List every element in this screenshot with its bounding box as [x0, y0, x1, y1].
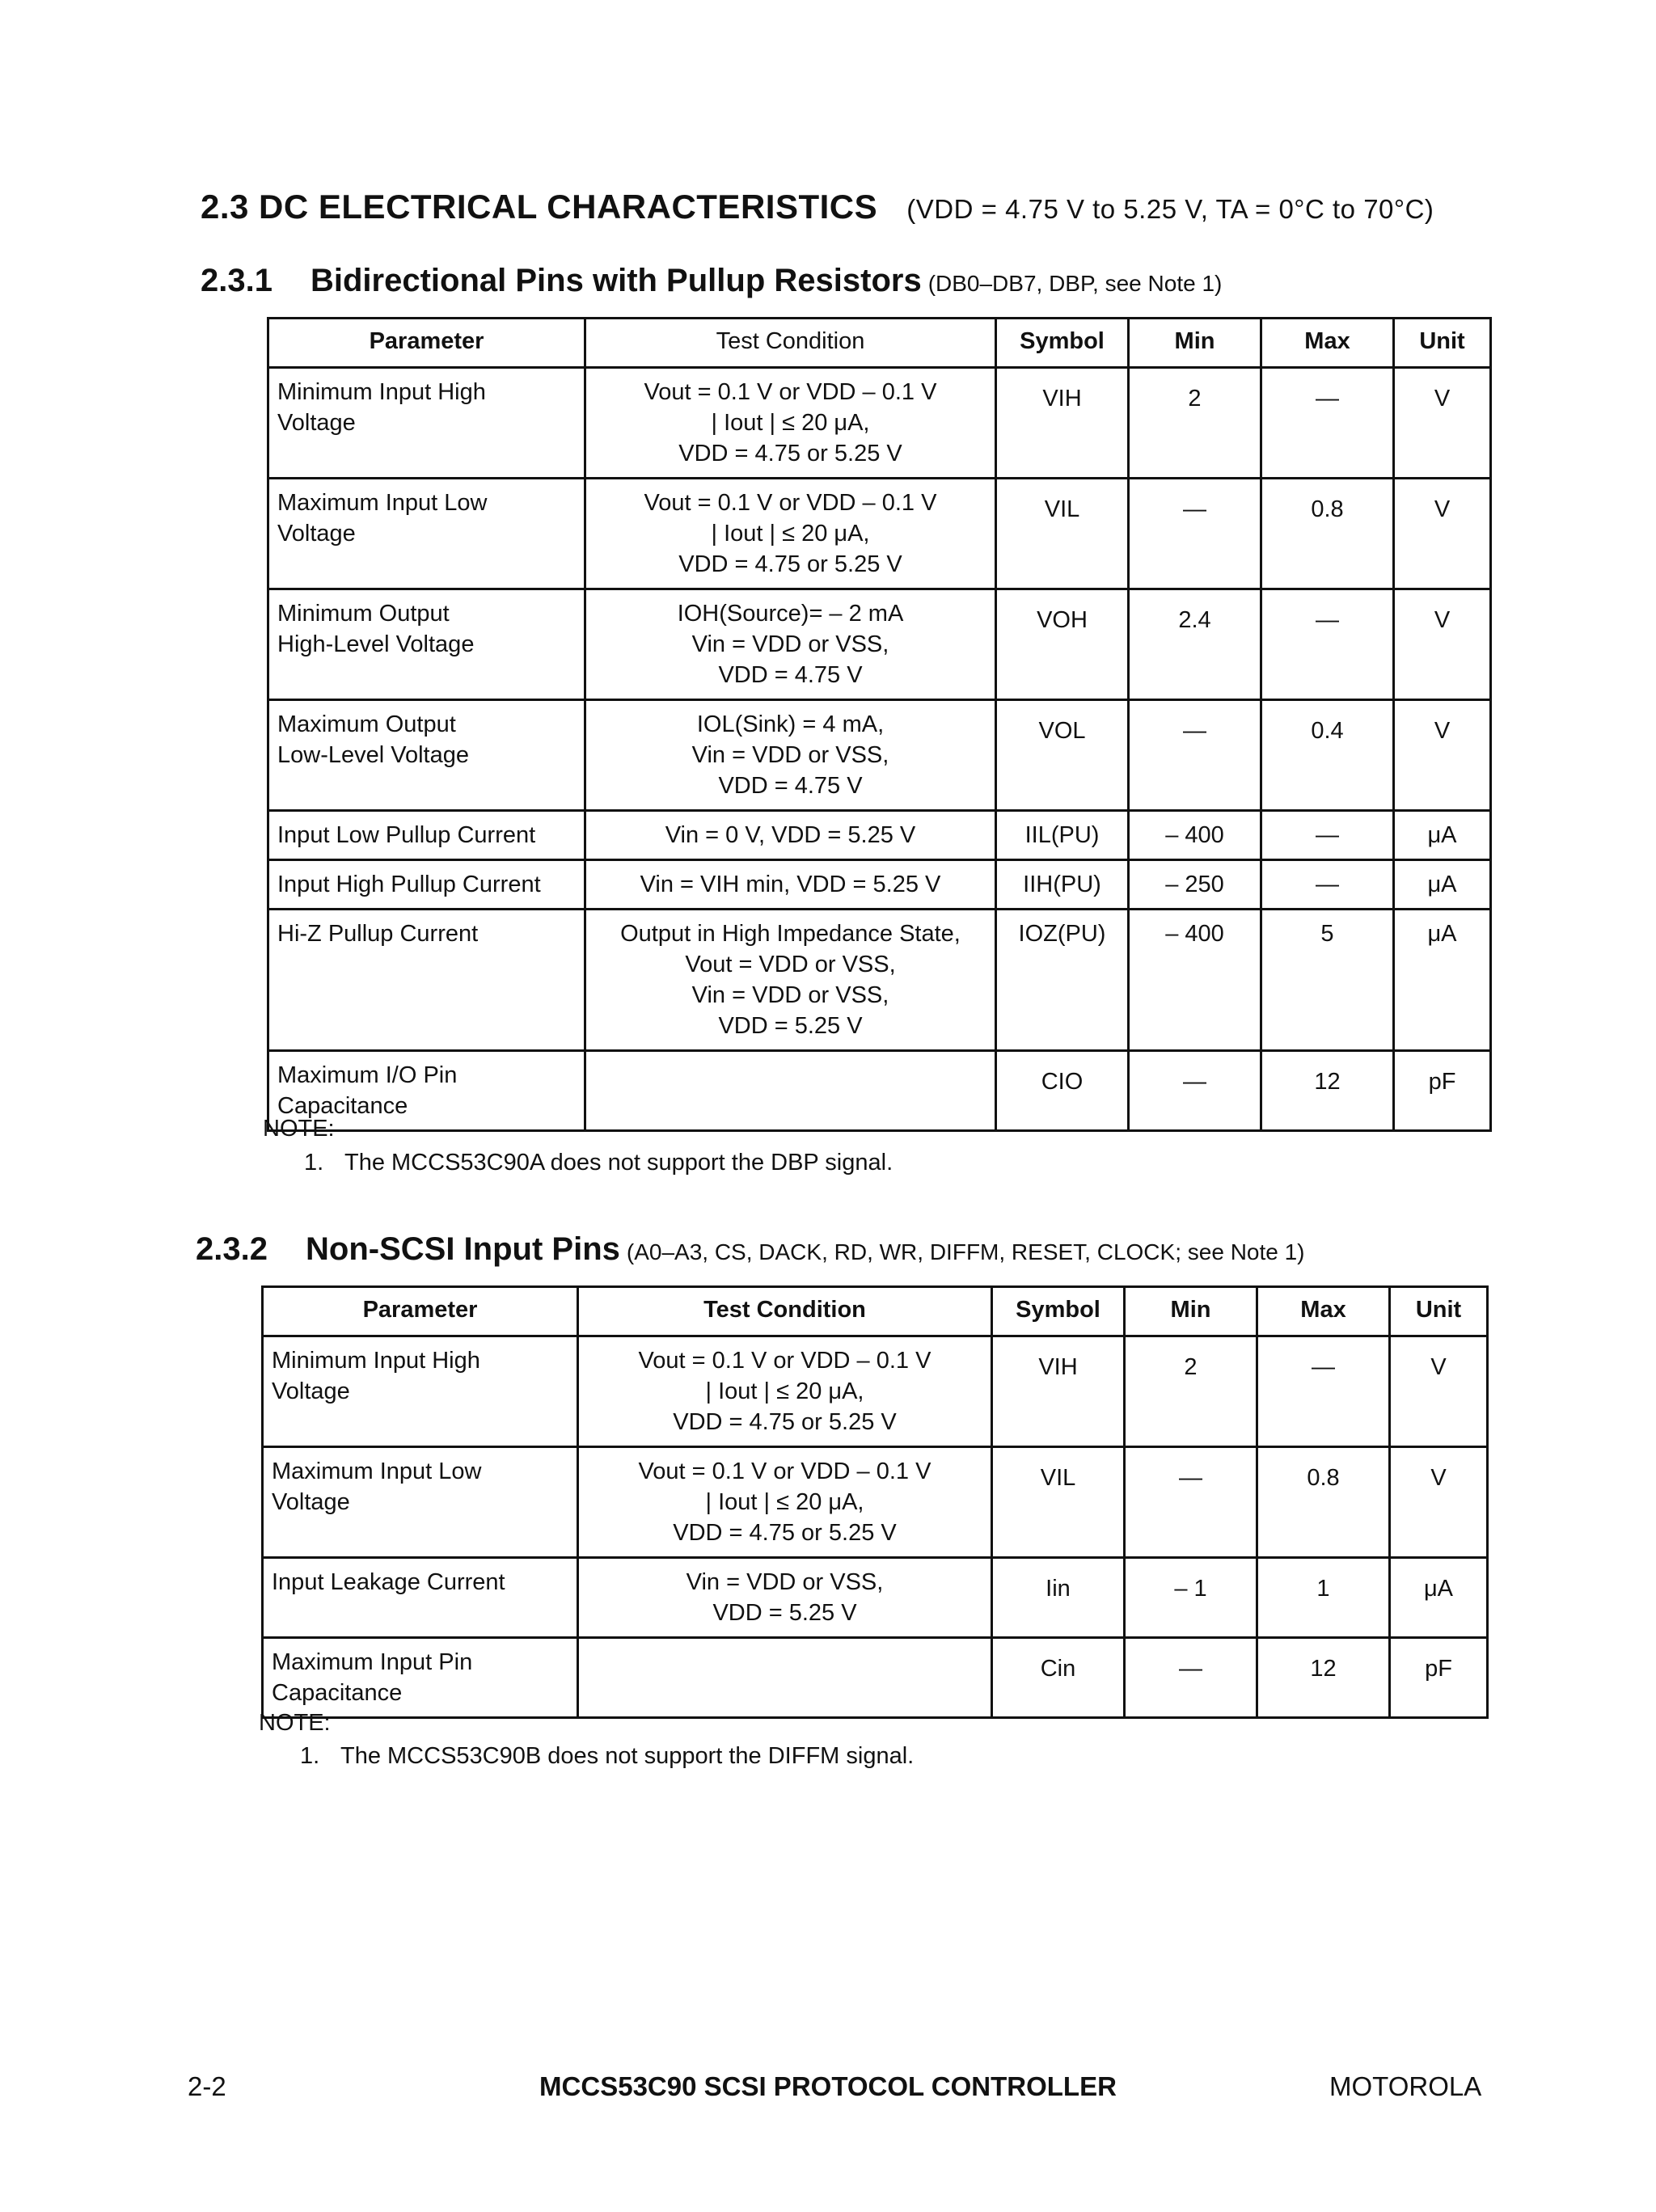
table-row: [268, 1051, 1491, 1131]
cell-parameter: Minimum Input High Voltage: [268, 368, 585, 479]
cell-symbol: VIL: [996, 479, 1129, 589]
cell-min: – 400: [1129, 811, 1261, 860]
header-unit: Unit: [1390, 1287, 1488, 1336]
cell-symbol: IIL(PU): [996, 811, 1129, 860]
subsection-2-heading: [196, 1231, 1305, 1268]
cell-parameter: Maximum Input Low Voltage: [268, 479, 585, 589]
cell-unit: pF: [1390, 1638, 1488, 1718]
cell-unit: pF: [1394, 1051, 1491, 1131]
cell-test-condition: [585, 1051, 996, 1131]
subsection-1-heading: [201, 263, 1222, 299]
cell-test-condition: Vin = VDD or VSS, VDD = 5.25 V: [578, 1558, 992, 1638]
cell-unit: μA: [1390, 1558, 1488, 1638]
cell-max: 5: [1261, 910, 1394, 1051]
cell-parameter: Maximum I/O Pin Capacitance: [268, 1051, 585, 1131]
cell-symbol: VOH: [996, 589, 1129, 700]
cell-parameter: Hi-Z Pullup Current: [268, 910, 585, 1051]
table-row: [263, 1638, 1488, 1718]
note-2-item: [300, 1743, 914, 1770]
footer-brand: MOTOROLA: [1329, 2071, 1482, 2101]
cell-unit: μA: [1394, 910, 1491, 1051]
table-row: [263, 1447, 1488, 1558]
cell-max: 12: [1257, 1638, 1390, 1718]
subsection-2-aside: (A0–A3, CS, DACK, RD, WR, DIFFM, RESET, CLOCK; see Note 1): [626, 1239, 1305, 1264]
cell-max: 12: [1261, 1051, 1394, 1131]
cell-symbol: IOZ(PU): [996, 910, 1129, 1051]
cell-test-condition: Vout = 0.1 V or VDD – 0.1 V | Iout | ≤ 20 μA, VDD = 4.75 or 5.25 V: [578, 1336, 992, 1447]
note-1-text: The MCCS53C90A does not support the DBP signal.: [344, 1150, 893, 1176]
table-row: [268, 368, 1491, 479]
header-parameter: Parameter: [263, 1287, 578, 1336]
header-min: Min: [1125, 1287, 1257, 1336]
cell-max: —: [1261, 811, 1394, 860]
table-row: [268, 479, 1491, 589]
cell-max: 0.4: [1261, 700, 1394, 811]
bidirectional-pins-table: [267, 317, 1492, 1132]
cell-parameter: Maximum Output Low-Level Voltage: [268, 700, 585, 811]
cell-unit: V: [1390, 1336, 1488, 1447]
header-unit: Unit: [1394, 319, 1491, 368]
cell-parameter: Minimum Input High Voltage: [263, 1336, 578, 1447]
cell-max: —: [1261, 860, 1394, 910]
header-test-condition: Test Condition: [585, 319, 996, 368]
cell-max: —: [1257, 1336, 1390, 1447]
cell-parameter: Input Low Pullup Current: [268, 811, 585, 860]
header-test-condition: Test Condition: [578, 1287, 992, 1336]
note-1-label: NOTE:: [263, 1116, 335, 1142]
note-2-text: The MCCS53C90B does not support the DIFFM signal.: [340, 1743, 915, 1769]
cell-unit: V: [1394, 700, 1491, 811]
cell-min: 2: [1125, 1336, 1257, 1447]
cell-test-condition: Output in High Impedance State, Vout = VDD or VSS, Vin = VDD or VSS, VDD = 5.25 V: [585, 910, 996, 1051]
cell-unit: V: [1394, 479, 1491, 589]
cell-symbol: VIH: [992, 1336, 1125, 1447]
footer-title: MCCS53C90 SCSI PROTOCOL CONTROLLER: [539, 2071, 1117, 2101]
note-1-item: [304, 1150, 893, 1176]
subsection-1-aside: (DB0–DB7, DBP, see Note 1): [927, 271, 1223, 296]
cell-test-condition: Vin = VIH min, VDD = 5.25 V: [585, 860, 996, 910]
cell-symbol: CIO: [996, 1051, 1129, 1131]
cell-min: – 400: [1129, 910, 1261, 1051]
cell-unit: μA: [1394, 860, 1491, 910]
cell-min: —: [1129, 479, 1261, 589]
cell-parameter: Input Leakage Current: [263, 1558, 578, 1638]
cell-symbol: VIL: [992, 1447, 1125, 1558]
table-row: [268, 860, 1491, 910]
cell-min: —: [1129, 1051, 1261, 1131]
subsection-1-title: Bidirectional Pins with Pullup Resistors: [310, 263, 922, 298]
header-max: Max: [1257, 1287, 1390, 1336]
cell-min: – 1: [1125, 1558, 1257, 1638]
subsection-1-number: 2.3.1: [201, 263, 272, 298]
cell-symbol: VIH: [996, 368, 1129, 479]
cell-test-condition: IOH(Source)= – 2 mA Vin = VDD or VSS, VDD = 4.75 V: [585, 589, 996, 700]
header-symbol: Symbol: [992, 1287, 1125, 1336]
table-row: [268, 589, 1491, 700]
note-2-number: 1.: [300, 1743, 320, 1769]
header-symbol: Symbol: [996, 319, 1129, 368]
cell-min: 2: [1129, 368, 1261, 479]
table-row: [268, 700, 1491, 811]
table-row: [268, 811, 1491, 860]
cell-unit: μA: [1394, 811, 1491, 860]
cell-parameter: Minimum Output High-Level Voltage: [268, 589, 585, 700]
cell-symbol: VOL: [996, 700, 1129, 811]
cell-test-condition: Vout = 0.1 V or VDD – 0.1 V | Iout | ≤ 20 μA, VDD = 4.75 or 5.25 V: [578, 1447, 992, 1558]
header-min: Min: [1129, 319, 1261, 368]
header-max: Max: [1261, 319, 1394, 368]
table-row: [263, 1558, 1488, 1638]
cell-max: 1: [1257, 1558, 1390, 1638]
cell-test-condition: [578, 1638, 992, 1718]
table-header-row: [268, 319, 1491, 368]
cell-unit: V: [1394, 589, 1491, 700]
section-heading: [201, 188, 1434, 226]
cell-parameter: Input High Pullup Current: [268, 860, 585, 910]
cell-symbol: IIH(PU): [996, 860, 1129, 910]
cell-max: —: [1261, 589, 1394, 700]
table-header-row: [263, 1287, 1488, 1336]
section-conditions: (VDD = 4.75 V to 5.25 V, TA = 0°C to 70°C): [906, 194, 1434, 224]
cell-test-condition: Vin = 0 V, VDD = 5.25 V: [585, 811, 996, 860]
page-number: 2-2: [188, 2071, 226, 2101]
cell-parameter: Maximum Input Pin Capacitance: [263, 1638, 578, 1718]
section-title: 2.3 DC ELECTRICAL CHARACTERISTICS: [201, 188, 878, 226]
cell-unit: V: [1394, 368, 1491, 479]
cell-max: —: [1261, 368, 1394, 479]
cell-test-condition: Vout = 0.1 V or VDD – 0.1 V | Iout | ≤ 20 μA, VDD = 4.75 or 5.25 V: [585, 479, 996, 589]
cell-min: – 250: [1129, 860, 1261, 910]
non-scsi-input-pins-table: [261, 1285, 1489, 1719]
cell-max: 0.8: [1261, 479, 1394, 589]
cell-parameter: Maximum Input Low Voltage: [263, 1447, 578, 1558]
cell-min: —: [1125, 1638, 1257, 1718]
note-2-label: NOTE:: [259, 1710, 331, 1736]
note-1-number: 1.: [304, 1150, 324, 1176]
table-row: [268, 910, 1491, 1051]
cell-symbol: Iin: [992, 1558, 1125, 1638]
cell-min: 2.4: [1129, 589, 1261, 700]
cell-test-condition: IOL(Sink) = 4 mA, Vin = VDD or VSS, VDD = 4.75 V: [585, 700, 996, 811]
cell-symbol: Cin: [992, 1638, 1125, 1718]
subsection-2-title: Non-SCSI Input Pins: [306, 1231, 620, 1267]
cell-test-condition: Vout = 0.1 V or VDD – 0.1 V | Iout | ≤ 20 μA, VDD = 4.75 or 5.25 V: [585, 368, 996, 479]
cell-min: —: [1129, 700, 1261, 811]
header-parameter: Parameter: [268, 319, 585, 368]
cell-max: 0.8: [1257, 1447, 1390, 1558]
table-row: [263, 1336, 1488, 1447]
cell-unit: V: [1390, 1447, 1488, 1558]
subsection-2-number: 2.3.2: [196, 1231, 268, 1267]
cell-min: —: [1125, 1447, 1257, 1558]
